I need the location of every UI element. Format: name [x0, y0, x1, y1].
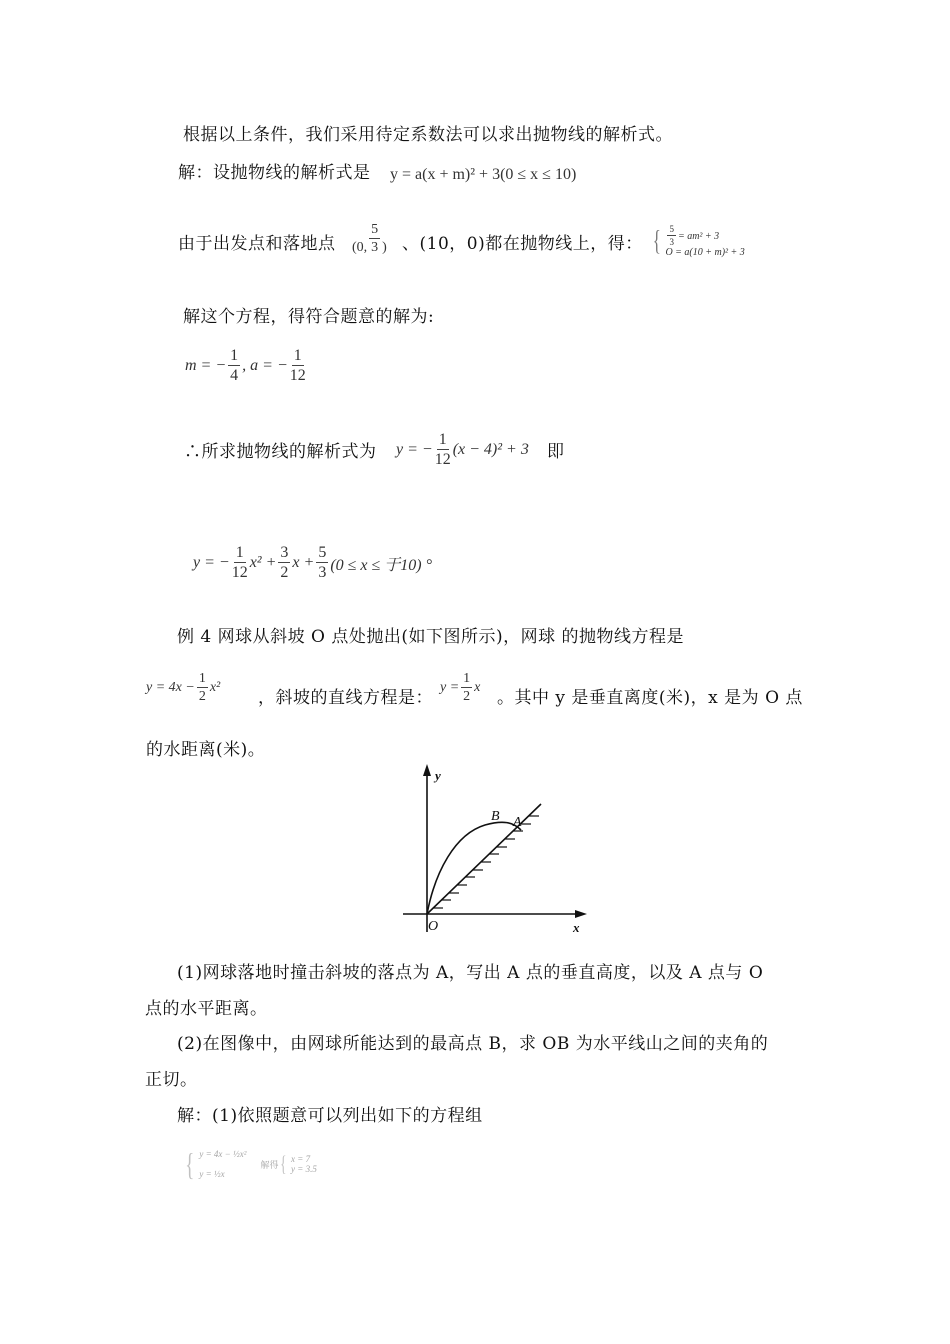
- system-fraction-num: 5: [669, 224, 674, 234]
- paragraph-assume: [178, 158, 371, 183]
- equation-system-1: [650, 225, 745, 258]
- point-b-label: B: [491, 809, 500, 824]
- assume-text: 解：设抛物线的解析式是: [178, 163, 371, 183]
- standard-form-term2: x +: [292, 554, 315, 571]
- fraction-denominator: 3: [318, 564, 327, 581]
- formula-general-parabola: y = a(x + m)² + 3(0 ≤ x ≤ 10): [390, 166, 577, 183]
- example4-heading: 例 4 网球从斜坡 O 点处抛出(如下图所示)，网球 的抛物线方程是: [177, 627, 685, 647]
- result-suffix: 即: [547, 442, 565, 462]
- fraction-1-12: [232, 545, 248, 581]
- figure-trajectory-diagram: [395, 762, 590, 940]
- system2-res1: x = 7: [291, 1154, 311, 1164]
- slope-rest: x: [474, 680, 481, 695]
- fraction-denominator: 2: [198, 689, 206, 704]
- fraction-numerator: 1: [235, 544, 244, 561]
- system2-eq2: y = ½x: [199, 1169, 225, 1179]
- fraction-numerator: 5: [371, 222, 379, 237]
- point-start-prefix: (0,: [352, 240, 368, 255]
- brace-icon: {: [185, 1146, 195, 1182]
- fraction-numerator: 5: [318, 544, 327, 561]
- paragraph-result: ∴所求抛物线的解析式为: [184, 442, 377, 462]
- formula-vertex-form: [396, 432, 529, 468]
- formula-slope-line: [440, 672, 480, 704]
- question-1-line1: (1)网球落地时撞击斜坡的落点为 A，写出 A 点的垂直高度，以及 A 点与 O: [177, 963, 764, 983]
- solution-m-lhs: m = −: [185, 357, 227, 374]
- fraction-denominator: 2: [463, 689, 471, 704]
- fraction-5-3: [369, 223, 380, 255]
- fraction-3-2: [278, 545, 290, 581]
- fraction-denominator: 12: [231, 564, 248, 581]
- slope-line: [427, 804, 541, 914]
- paragraph-intro: 根据以上条件，我们采用待定系数法可以求出抛物线的解析式。: [183, 125, 673, 145]
- solution-part1-intro: 解：(1)依照题意可以列出如下的方程组: [177, 1106, 483, 1126]
- fraction-numerator: 1: [230, 347, 239, 364]
- fraction-numerator: 3: [280, 544, 289, 561]
- origin-label: O: [428, 919, 439, 934]
- formula-standard-form: [193, 545, 432, 581]
- fraction-1-2: [461, 672, 472, 704]
- standard-form-lhs: y = −: [193, 554, 230, 571]
- slope-hatching: [433, 816, 539, 908]
- fraction-numerator: 1: [463, 671, 471, 686]
- fraction-denominator: 4: [230, 367, 239, 384]
- standard-form-term1: x² +: [249, 554, 277, 571]
- fraction-numerator: 1: [438, 431, 447, 448]
- equation-system-2: [182, 1148, 317, 1180]
- point-start-suffix: ): [382, 240, 387, 255]
- system-row1-rhs: = am² + 3: [677, 230, 720, 242]
- system-row2: O = a(10 + m)² + 3: [665, 247, 745, 258]
- fraction-denominator: 2: [280, 564, 289, 581]
- x-axis-label: x: [573, 920, 580, 935]
- example4-units: 的水距离(米)。: [146, 740, 266, 760]
- x-axis-arrow-icon: [575, 910, 587, 918]
- fraction-numerator: 1: [293, 347, 302, 364]
- fraction-denominator: 3: [371, 240, 379, 255]
- fraction-5-3: [316, 545, 328, 581]
- vertex-form-lhs: y = −: [396, 441, 433, 458]
- fraction-1-12: [435, 432, 451, 468]
- paragraph-solve: 解这个方程，得符合题意的解为:: [183, 307, 435, 327]
- example4-slope-text: ，斜坡的直线方程是：: [258, 688, 433, 708]
- fraction-denominator: 12: [434, 451, 451, 468]
- y-axis-arrow-icon: [423, 764, 431, 776]
- solution-a-lhs: , a = −: [242, 357, 288, 374]
- fraction-1-2: [197, 672, 208, 704]
- y-axis-label: y: [435, 768, 441, 783]
- fraction-denominator: 12: [289, 367, 306, 384]
- solution-m-a: [185, 348, 308, 384]
- paragraph-points: [178, 229, 336, 254]
- fraction-numerator: 1: [198, 671, 206, 686]
- system2-eq1: y = 4x − ½x²: [199, 1149, 247, 1159]
- formula-ball-trajectory: [146, 672, 220, 704]
- standard-form-domain: (0 ≤ x ≤ 于10) °: [330, 556, 433, 574]
- question-1-line2: 点的水平距离。: [145, 999, 268, 1019]
- fraction-1-4: [228, 348, 240, 384]
- example4-variables: 。其中 y 是垂直离度(米)，x 是为 O 点: [497, 688, 803, 708]
- system2-solve-label: 解得: [260, 1159, 279, 1170]
- fraction-1-12: [290, 348, 306, 384]
- brace-icon: {: [280, 1151, 287, 1176]
- question-2-line2: 正切。: [145, 1070, 198, 1090]
- system2-res2: y = 3.5: [291, 1164, 317, 1174]
- diagram-svg: [395, 762, 590, 940]
- trajectory-lhs: y = 4x −: [146, 680, 195, 695]
- point-a-label: A: [513, 815, 522, 830]
- points-text-a: 由于出发点和落地点: [178, 234, 336, 254]
- points-text-b: 、(10，0)都在抛物线上，得：: [402, 234, 643, 254]
- vertex-form-rest: (x − 4)² + 3: [452, 441, 529, 458]
- point-start: [352, 222, 387, 256]
- brace-icon: {: [652, 225, 661, 257]
- question-2-line1: (2)在图像中，由网球所能达到的最高点 B，求 OB 为水平线山之间的夹角的: [177, 1034, 769, 1054]
- slope-lhs: y =: [440, 680, 460, 695]
- system-fraction-den: 3: [669, 237, 674, 247]
- trajectory-rest: x²: [209, 680, 221, 695]
- system-fraction: [667, 225, 676, 247]
